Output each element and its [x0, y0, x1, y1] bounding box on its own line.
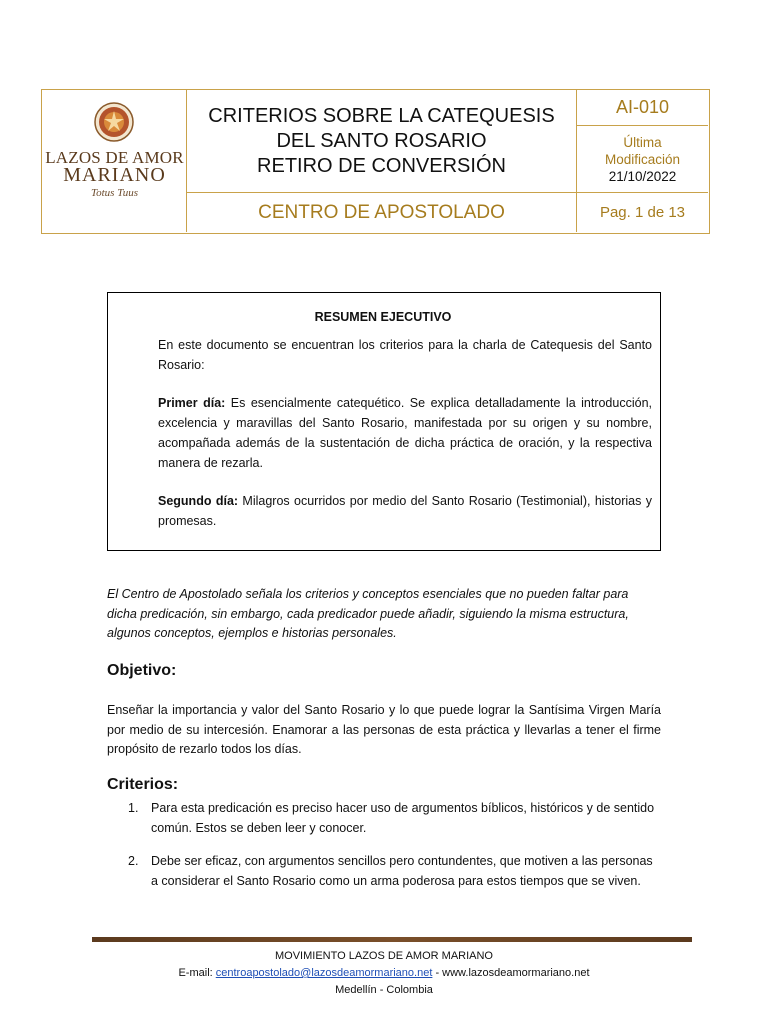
summary-day2: [158, 491, 652, 531]
objective-paragraph: Enseñar la importancia y valor del Santo Rosario y lo que puede lograr la Santísima Virgen María por medio de su intercesión. Enamorar a las personas de esta práctica y llevarlas a tener el firme propósito de rezarlo todos los días.: [107, 703, 661, 756]
page-number: Pag. 1 de 13: [599, 204, 686, 221]
document-title: [187, 90, 577, 193]
day2-label: Segundo día:: [158, 494, 239, 508]
list-text: Para esta predicación es preciso hacer uso de argumentos bíblicos, históricos y de sentido común. Estos se deben leer y conocer.: [151, 801, 655, 835]
list-item: [107, 799, 661, 838]
title-line-3: RETIRO DE CONVERSIÓN: [257, 154, 506, 177]
day2-text: Milagros ocurridos por medio del Santo Rosario (Testimonial), historias y promesas.: [158, 494, 652, 528]
logo-text-line2: MARIANO: [63, 164, 166, 186]
executive-summary-box: [107, 292, 661, 551]
summary-intro: En este documento se encuentran los criterios para la charla de Catequesis del Santo Rosario:: [158, 338, 652, 372]
day1-text: Es esencialmente catequético. Se explica detalladamente la introducción, excelencia y maravillas del Santo Rosario, manifestada por su origen y su nombre, acompañada además de la sustentación de dicha práctica de oración, y la respectiva manera de rezarla.: [158, 396, 652, 470]
criteria-heading: Criterios:: [107, 776, 179, 793]
list-text: Debe ser eficaz, con argumentos sencillos pero contundentes, que motiven a las personas a considerar el Santo Rosario como un arma poderosa para estos tiempos que se viven.: [151, 854, 653, 888]
intro-paragraph: El Centro de Apostolado señala los criterios y conceptos esenciales que no pueden faltar para dicha predicación, sin embargo, cada predicador puede añadir, siguiendo la misma estructura, algunos conceptos, ejemplos e historias personales.: [107, 587, 629, 640]
list-number: 1.: [128, 801, 139, 815]
title-line-1: CRITERIOS SOBRE LA CATEQUESIS: [208, 104, 555, 127]
logo-motto: Totus Tuus: [91, 187, 138, 199]
document-code: AI-010: [577, 90, 708, 126]
title-line-2: DEL SANTO ROSARIO: [276, 129, 487, 152]
modified-label-2: Modificación: [604, 151, 681, 167]
summary-title: RESUMEN EJECUTIVO: [314, 310, 452, 324]
footer-organization: MOVIMIENTO LAZOS DE AMOR MARIANO: [275, 950, 493, 962]
email-link[interactable]: centroapostolado@lazosdeamormariano.net: [215, 967, 433, 979]
footer-city: Medellín - Colombia: [335, 984, 433, 996]
logo-cell: [42, 90, 187, 232]
logo-emblem-icon: [94, 102, 134, 142]
modified-date: 21/10/2022: [608, 168, 677, 184]
day1-label: Primer día:: [158, 396, 226, 410]
website-text: - www.lazosdeamormariano.net: [432, 967, 590, 979]
modified-label-1: Última: [623, 134, 662, 150]
logo-text-line1: LAZOS DE AMOR: [45, 148, 184, 167]
email-label: E-mail:: [178, 967, 216, 979]
footer-contact: [0, 967, 768, 979]
department-name: CENTRO DE APOSTOLADO: [187, 193, 577, 232]
summary-day1: [158, 393, 652, 473]
list-number: 2.: [128, 854, 139, 868]
last-modified: [577, 126, 708, 193]
footer-divider: [92, 937, 692, 942]
document-header: [41, 89, 710, 234]
objective-heading: Objetivo:: [107, 662, 177, 679]
list-item: [107, 852, 661, 891]
criteria-list: [107, 799, 661, 905]
